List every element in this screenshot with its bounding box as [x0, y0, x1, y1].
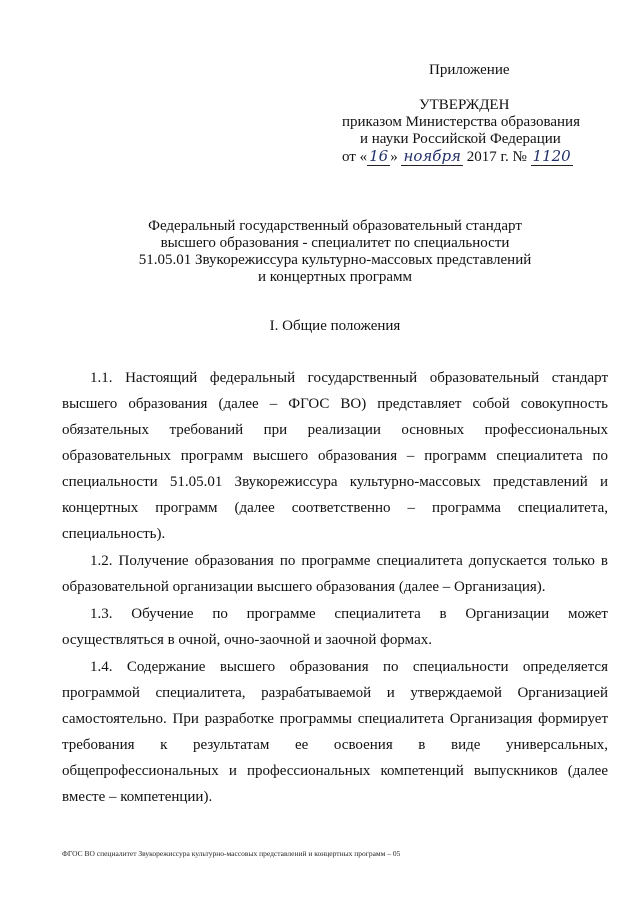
paragraph-1-3: 1.3. Обучение по программе специалитета в Организации может осуществляться в очной, очно-заочной и заочной формах.: [62, 606, 608, 648]
body-text: [62, 365, 608, 810]
title-line-4: и концертных программ: [257, 269, 413, 285]
paragraph-1-4: 1.4. Содержание высшего образования по специальности определяется программой специалитета, разрабатываемой и утверждаемой Организацией самостоятельно. При разработке программы специалитета Организация формирует требования к результатам ее освоения в виде универсальных, общепрофессиональных и профессиональных компетенций выпускников (далее вместе – компетенции).: [62, 659, 608, 805]
date-year: 2017 г. №: [466, 149, 527, 165]
paragraph-1-1: 1.1. Настоящий федеральный государственный образовательный стандарт высшего образования (далее – ФГОС ВО) представляет собой совокупность обязательных требований при реализации основных профессиональных образовательных программ высшего образования – программ специалитета по специальности 51.05.01 Звукорежиссура культурно-массовых представлений и концертных программ (далее соответственно – программа специалитета, специальность).: [62, 370, 608, 542]
document-title: [130, 218, 540, 286]
title-line-1: Федеральный государственный образовательный стандарт: [148, 218, 522, 234]
date-day: 16: [369, 147, 389, 165]
approved-label: УТВЕРЖДЕН: [419, 97, 510, 113]
order-line-1: приказом Министерства образования: [342, 114, 580, 130]
section-heading: I. Общие положения: [269, 318, 401, 334]
paragraph-1-2: 1.2. Получение образования по программе специалитета допускается только в образовательной организации высшего образования (далее – Организация).: [62, 553, 608, 595]
date-month: ноября: [403, 147, 461, 165]
approval-block: [342, 97, 602, 166]
date-mid: »: [390, 149, 398, 165]
date-prefix: от «: [342, 149, 368, 165]
page-footer: ФГОС ВО специалитет Звукорежиссура культурно-массовых представлений и концертных программ – 05: [62, 849, 401, 858]
order-date-line: [342, 148, 602, 166]
title-line-3: 51.05.01 Звукорежиссура культурно-массовых представлений: [138, 252, 532, 268]
order-line-2: и науки Российской Федерации: [360, 131, 561, 147]
order-number: 1120: [532, 147, 571, 165]
title-line-2: высшего образования - специалитет по специальности: [160, 235, 510, 251]
appendix-label: Приложение: [429, 62, 510, 78]
